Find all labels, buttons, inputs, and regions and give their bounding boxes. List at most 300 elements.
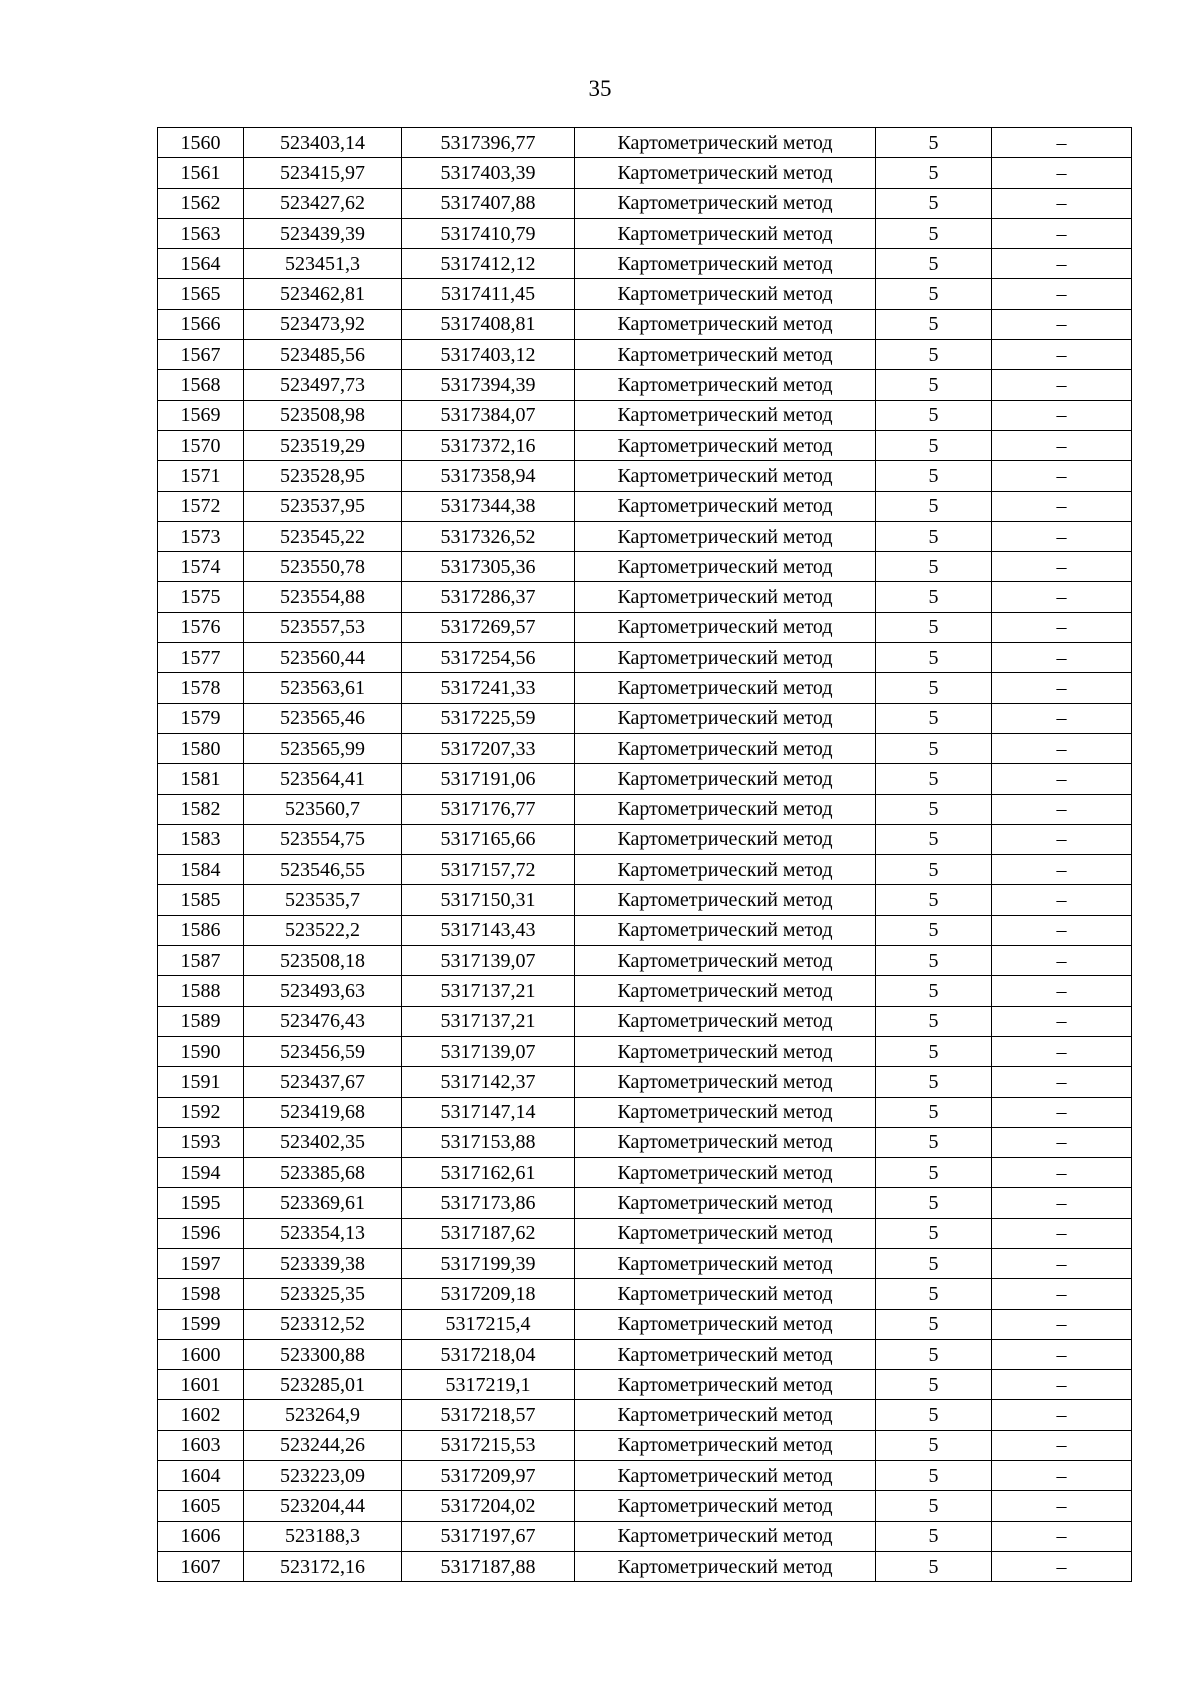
table-row	[158, 218, 1132, 248]
accuracy-cell: 5	[876, 703, 992, 733]
method-cell: Картометрический метод	[575, 1491, 876, 1521]
point-number-cell: 1583	[158, 824, 244, 854]
x-coordinate-cell: 523476,43	[244, 1006, 402, 1036]
table-row	[158, 249, 1132, 279]
x-coordinate-cell: 523557,53	[244, 612, 402, 642]
accuracy-cell: 5	[876, 794, 992, 824]
note-cell: –	[992, 1248, 1132, 1278]
point-number-cell: 1567	[158, 340, 244, 370]
accuracy-cell: 5	[876, 218, 992, 248]
table-row	[158, 1551, 1132, 1581]
table-row	[158, 1400, 1132, 1430]
note-cell: –	[992, 946, 1132, 976]
accuracy-cell: 5	[876, 249, 992, 279]
x-coordinate-cell: 523560,44	[244, 643, 402, 673]
note-cell: –	[992, 733, 1132, 763]
table-row	[158, 1248, 1132, 1278]
accuracy-cell: 5	[876, 552, 992, 582]
point-number-cell: 1589	[158, 1006, 244, 1036]
y-coordinate-cell: 5317197,67	[402, 1521, 575, 1551]
accuracy-cell: 5	[876, 340, 992, 370]
note-cell: –	[992, 158, 1132, 188]
accuracy-cell: 5	[876, 1067, 992, 1097]
table-row	[158, 673, 1132, 703]
x-coordinate-cell: 523554,75	[244, 824, 402, 854]
note-cell: –	[992, 1370, 1132, 1400]
table-row	[158, 1461, 1132, 1491]
note-cell: –	[992, 400, 1132, 430]
accuracy-cell: 5	[876, 976, 992, 1006]
note-cell: –	[992, 1279, 1132, 1309]
x-coordinate-cell: 523325,35	[244, 1279, 402, 1309]
accuracy-cell: 5	[876, 1491, 992, 1521]
table-row	[158, 128, 1132, 158]
point-number-cell: 1598	[158, 1279, 244, 1309]
method-cell: Картометрический метод	[575, 461, 876, 491]
note-cell: –	[992, 1127, 1132, 1157]
table-row	[158, 824, 1132, 854]
y-coordinate-cell: 5317173,86	[402, 1188, 575, 1218]
note-cell: –	[992, 1309, 1132, 1339]
method-cell: Картометрический метод	[575, 1400, 876, 1430]
y-coordinate-cell: 5317150,31	[402, 885, 575, 915]
note-cell: –	[992, 521, 1132, 551]
y-coordinate-cell: 5317147,14	[402, 1097, 575, 1127]
point-number-cell: 1561	[158, 158, 244, 188]
x-coordinate-cell: 523204,44	[244, 1491, 402, 1521]
method-cell: Картометрический метод	[575, 1188, 876, 1218]
accuracy-cell: 5	[876, 491, 992, 521]
table-row	[158, 946, 1132, 976]
point-number-cell: 1564	[158, 249, 244, 279]
point-number-cell: 1571	[158, 461, 244, 491]
table-row	[158, 279, 1132, 309]
accuracy-cell: 5	[876, 1309, 992, 1339]
method-cell: Картометрический метод	[575, 218, 876, 248]
accuracy-cell: 5	[876, 1521, 992, 1551]
y-coordinate-cell: 5317215,4	[402, 1309, 575, 1339]
x-coordinate-cell: 523244,26	[244, 1430, 402, 1460]
x-coordinate-cell: 523369,61	[244, 1188, 402, 1218]
method-cell: Картометрический метод	[575, 1248, 876, 1278]
table-row	[158, 764, 1132, 794]
note-cell: –	[992, 885, 1132, 915]
table-row	[158, 340, 1132, 370]
y-coordinate-cell: 5317165,66	[402, 824, 575, 854]
note-cell: –	[992, 1158, 1132, 1188]
note-cell: –	[992, 128, 1132, 158]
method-cell: Картометрический метод	[575, 673, 876, 703]
y-coordinate-cell: 5317199,39	[402, 1248, 575, 1278]
x-coordinate-cell: 523403,14	[244, 128, 402, 158]
table-row	[158, 370, 1132, 400]
x-coordinate-cell: 523508,98	[244, 400, 402, 430]
x-coordinate-cell: 523473,92	[244, 309, 402, 339]
note-cell: –	[992, 1036, 1132, 1066]
method-cell: Картометрический метод	[575, 279, 876, 309]
x-coordinate-cell: 523437,67	[244, 1067, 402, 1097]
method-cell: Картометрический метод	[575, 309, 876, 339]
y-coordinate-cell: 5317137,21	[402, 976, 575, 1006]
y-coordinate-cell: 5317187,62	[402, 1218, 575, 1248]
x-coordinate-cell: 523493,63	[244, 976, 402, 1006]
x-coordinate-cell: 523537,95	[244, 491, 402, 521]
method-cell: Картометрический метод	[575, 582, 876, 612]
x-coordinate-cell: 523560,7	[244, 794, 402, 824]
page-number: 35	[588, 76, 612, 101]
table-row	[158, 521, 1132, 551]
note-cell: –	[992, 218, 1132, 248]
y-coordinate-cell: 5317411,45	[402, 279, 575, 309]
method-cell: Картометрический метод	[575, 249, 876, 279]
note-cell: –	[992, 612, 1132, 642]
note-cell: –	[992, 430, 1132, 460]
x-coordinate-cell: 523451,3	[244, 249, 402, 279]
table-row	[158, 1430, 1132, 1460]
accuracy-cell: 5	[876, 1006, 992, 1036]
accuracy-cell: 5	[876, 1551, 992, 1581]
x-coordinate-cell: 523285,01	[244, 1370, 402, 1400]
note-cell: –	[992, 1430, 1132, 1460]
y-coordinate-cell: 5317143,43	[402, 915, 575, 945]
y-coordinate-cell: 5317225,59	[402, 703, 575, 733]
x-coordinate-cell: 523497,73	[244, 370, 402, 400]
y-coordinate-cell: 5317407,88	[402, 188, 575, 218]
x-coordinate-cell: 523508,18	[244, 946, 402, 976]
table-row	[158, 491, 1132, 521]
point-number-cell: 1603	[158, 1430, 244, 1460]
point-number-cell: 1560	[158, 128, 244, 158]
accuracy-cell: 5	[876, 885, 992, 915]
accuracy-cell: 5	[876, 188, 992, 218]
table-row	[158, 1370, 1132, 1400]
table-row	[158, 400, 1132, 430]
y-coordinate-cell: 5317137,21	[402, 1006, 575, 1036]
x-coordinate-cell: 523172,16	[244, 1551, 402, 1581]
y-coordinate-cell: 5317403,39	[402, 158, 575, 188]
point-number-cell: 1588	[158, 976, 244, 1006]
method-cell: Картометрический метод	[575, 1339, 876, 1369]
x-coordinate-cell: 523519,29	[244, 430, 402, 460]
method-cell: Картометрический метод	[575, 1309, 876, 1339]
accuracy-cell: 5	[876, 855, 992, 885]
accuracy-cell: 5	[876, 1158, 992, 1188]
accuracy-cell: 5	[876, 1188, 992, 1218]
accuracy-cell: 5	[876, 824, 992, 854]
method-cell: Картометрический метод	[575, 400, 876, 430]
point-number-cell: 1593	[158, 1127, 244, 1157]
note-cell: –	[992, 1097, 1132, 1127]
method-cell: Картометрический метод	[575, 915, 876, 945]
table-row	[158, 309, 1132, 339]
point-number-cell: 1577	[158, 643, 244, 673]
y-coordinate-cell: 5317326,52	[402, 521, 575, 551]
accuracy-cell: 5	[876, 1036, 992, 1066]
method-cell: Картометрический метод	[575, 1521, 876, 1551]
accuracy-cell: 5	[876, 612, 992, 642]
y-coordinate-cell: 5317254,56	[402, 643, 575, 673]
point-number-cell: 1591	[158, 1067, 244, 1097]
y-coordinate-cell: 5317269,57	[402, 612, 575, 642]
x-coordinate-cell: 523419,68	[244, 1097, 402, 1127]
method-cell: Картометрический метод	[575, 733, 876, 763]
point-number-cell: 1582	[158, 794, 244, 824]
method-cell: Картометрический метод	[575, 703, 876, 733]
point-number-cell: 1590	[158, 1036, 244, 1066]
point-number-cell: 1563	[158, 218, 244, 248]
x-coordinate-cell: 523354,13	[244, 1218, 402, 1248]
table-row	[158, 1218, 1132, 1248]
y-coordinate-cell: 5317176,77	[402, 794, 575, 824]
y-coordinate-cell: 5317191,06	[402, 764, 575, 794]
note-cell: –	[992, 370, 1132, 400]
method-cell: Картометрический метод	[575, 491, 876, 521]
table-row	[158, 643, 1132, 673]
method-cell: Картометрический метод	[575, 128, 876, 158]
accuracy-cell: 5	[876, 1461, 992, 1491]
y-coordinate-cell: 5317142,37	[402, 1067, 575, 1097]
method-cell: Картометрический метод	[575, 552, 876, 582]
point-number-cell: 1602	[158, 1400, 244, 1430]
x-coordinate-cell: 523300,88	[244, 1339, 402, 1369]
method-cell: Картометрический метод	[575, 1461, 876, 1491]
method-cell: Картометрический метод	[575, 1279, 876, 1309]
method-cell: Картометрический метод	[575, 794, 876, 824]
method-cell: Картометрический метод	[575, 1127, 876, 1157]
point-number-cell: 1573	[158, 521, 244, 551]
y-coordinate-cell: 5317344,38	[402, 491, 575, 521]
method-cell: Картометрический метод	[575, 643, 876, 673]
table-row	[158, 1339, 1132, 1369]
point-number-cell: 1581	[158, 764, 244, 794]
note-cell: –	[992, 976, 1132, 1006]
note-cell: –	[992, 1188, 1132, 1218]
note-cell: –	[992, 824, 1132, 854]
method-cell: Картометрический метод	[575, 885, 876, 915]
point-number-cell: 1568	[158, 370, 244, 400]
y-coordinate-cell: 5317241,33	[402, 673, 575, 703]
accuracy-cell: 5	[876, 128, 992, 158]
note-cell: –	[992, 582, 1132, 612]
point-number-cell: 1574	[158, 552, 244, 582]
note-cell: –	[992, 1400, 1132, 1430]
x-coordinate-cell: 523535,7	[244, 885, 402, 915]
accuracy-cell: 5	[876, 461, 992, 491]
accuracy-cell: 5	[876, 1248, 992, 1278]
point-number-cell: 1607	[158, 1551, 244, 1581]
note-cell: –	[992, 764, 1132, 794]
table-row	[158, 158, 1132, 188]
x-coordinate-cell: 523565,46	[244, 703, 402, 733]
table-row	[158, 1097, 1132, 1127]
note-cell: –	[992, 1067, 1132, 1097]
method-cell: Картометрический метод	[575, 1067, 876, 1097]
note-cell: –	[992, 1218, 1132, 1248]
x-coordinate-cell: 523565,99	[244, 733, 402, 763]
x-coordinate-cell: 523546,55	[244, 855, 402, 885]
x-coordinate-cell: 523415,97	[244, 158, 402, 188]
point-number-cell: 1580	[158, 733, 244, 763]
y-coordinate-cell: 5317394,39	[402, 370, 575, 400]
x-coordinate-cell: 523550,78	[244, 552, 402, 582]
y-coordinate-cell: 5317286,37	[402, 582, 575, 612]
point-number-cell: 1584	[158, 855, 244, 885]
point-number-cell: 1586	[158, 915, 244, 945]
x-coordinate-cell: 523439,39	[244, 218, 402, 248]
y-coordinate-cell: 5317410,79	[402, 218, 575, 248]
y-coordinate-cell: 5317162,61	[402, 1158, 575, 1188]
method-cell: Картометрический метод	[575, 612, 876, 642]
note-cell: –	[992, 1339, 1132, 1369]
method-cell: Картометрический метод	[575, 764, 876, 794]
table-row	[158, 552, 1132, 582]
x-coordinate-cell: 523264,9	[244, 1400, 402, 1430]
method-cell: Картометрический метод	[575, 521, 876, 551]
method-cell: Картометрический метод	[575, 1430, 876, 1460]
accuracy-cell: 5	[876, 1339, 992, 1369]
method-cell: Картометрический метод	[575, 1006, 876, 1036]
accuracy-cell: 5	[876, 643, 992, 673]
accuracy-cell: 5	[876, 400, 992, 430]
table-row	[158, 1521, 1132, 1551]
y-coordinate-cell: 5317408,81	[402, 309, 575, 339]
table-row	[158, 612, 1132, 642]
y-coordinate-cell: 5317187,88	[402, 1551, 575, 1581]
method-cell: Картометрический метод	[575, 855, 876, 885]
accuracy-cell: 5	[876, 1218, 992, 1248]
y-coordinate-cell: 5317372,16	[402, 430, 575, 460]
point-number-cell: 1570	[158, 430, 244, 460]
table-row	[158, 915, 1132, 945]
note-cell: –	[992, 249, 1132, 279]
point-number-cell: 1594	[158, 1158, 244, 1188]
y-coordinate-cell: 5317139,07	[402, 1036, 575, 1066]
method-cell: Картометрический метод	[575, 1551, 876, 1581]
x-coordinate-cell: 523522,2	[244, 915, 402, 945]
table-row	[158, 1158, 1132, 1188]
table-row	[158, 1127, 1132, 1157]
point-number-cell: 1579	[158, 703, 244, 733]
y-coordinate-cell: 5317207,33	[402, 733, 575, 763]
note-cell: –	[992, 552, 1132, 582]
table-row	[158, 1188, 1132, 1218]
y-coordinate-cell: 5317412,12	[402, 249, 575, 279]
accuracy-cell: 5	[876, 946, 992, 976]
accuracy-cell: 5	[876, 1097, 992, 1127]
accuracy-cell: 5	[876, 279, 992, 309]
y-coordinate-cell: 5317396,77	[402, 128, 575, 158]
method-cell: Картометрический метод	[575, 158, 876, 188]
method-cell: Картометрический метод	[575, 1218, 876, 1248]
y-coordinate-cell: 5317153,88	[402, 1127, 575, 1157]
method-cell: Картометрический метод	[575, 1370, 876, 1400]
note-cell: –	[992, 340, 1132, 370]
x-coordinate-cell: 523564,41	[244, 764, 402, 794]
accuracy-cell: 5	[876, 521, 992, 551]
method-cell: Картометрический метод	[575, 946, 876, 976]
accuracy-cell: 5	[876, 158, 992, 188]
point-number-cell: 1592	[158, 1097, 244, 1127]
x-coordinate-cell: 523563,61	[244, 673, 402, 703]
y-coordinate-cell: 5317215,53	[402, 1430, 575, 1460]
point-number-cell: 1601	[158, 1370, 244, 1400]
table-row	[158, 430, 1132, 460]
note-cell: –	[992, 794, 1132, 824]
table-row	[158, 855, 1132, 885]
table-row	[158, 1006, 1132, 1036]
point-number-cell: 1562	[158, 188, 244, 218]
method-cell: Картометрический метод	[575, 1036, 876, 1066]
table-row	[158, 794, 1132, 824]
x-coordinate-cell: 523456,59	[244, 1036, 402, 1066]
point-number-cell: 1565	[158, 279, 244, 309]
note-cell: –	[992, 855, 1132, 885]
method-cell: Картометрический метод	[575, 976, 876, 1006]
y-coordinate-cell: 5317403,12	[402, 340, 575, 370]
table-row	[158, 885, 1132, 915]
y-coordinate-cell: 5317209,97	[402, 1461, 575, 1491]
point-number-cell: 1572	[158, 491, 244, 521]
note-cell: –	[992, 1551, 1132, 1581]
table-row	[158, 1279, 1132, 1309]
point-number-cell: 1595	[158, 1188, 244, 1218]
method-cell: Картометрический метод	[575, 188, 876, 218]
x-coordinate-cell: 523554,88	[244, 582, 402, 612]
accuracy-cell: 5	[876, 1430, 992, 1460]
x-coordinate-cell: 523402,35	[244, 1127, 402, 1157]
y-coordinate-cell: 5317157,72	[402, 855, 575, 885]
x-coordinate-cell: 523545,22	[244, 521, 402, 551]
note-cell: –	[992, 1006, 1132, 1036]
accuracy-cell: 5	[876, 915, 992, 945]
x-coordinate-cell: 523339,38	[244, 1248, 402, 1278]
x-coordinate-cell: 523427,62	[244, 188, 402, 218]
accuracy-cell: 5	[876, 582, 992, 612]
x-coordinate-cell: 523528,95	[244, 461, 402, 491]
accuracy-cell: 5	[876, 370, 992, 400]
y-coordinate-cell: 5317218,04	[402, 1339, 575, 1369]
table-row	[158, 461, 1132, 491]
accuracy-cell: 5	[876, 1279, 992, 1309]
y-coordinate-cell: 5317219,1	[402, 1370, 575, 1400]
point-number-cell: 1566	[158, 309, 244, 339]
point-number-cell: 1606	[158, 1521, 244, 1551]
note-cell: –	[992, 491, 1132, 521]
point-number-cell: 1604	[158, 1461, 244, 1491]
point-number-cell: 1600	[158, 1339, 244, 1369]
point-number-cell: 1569	[158, 400, 244, 430]
y-coordinate-cell: 5317218,57	[402, 1400, 575, 1430]
point-number-cell: 1605	[158, 1491, 244, 1521]
point-number-cell: 1596	[158, 1218, 244, 1248]
point-number-cell: 1599	[158, 1309, 244, 1339]
table-row	[158, 733, 1132, 763]
table-row	[158, 582, 1132, 612]
note-cell: –	[992, 279, 1132, 309]
table-row	[158, 976, 1132, 1006]
note-cell: –	[992, 915, 1132, 945]
y-coordinate-cell: 5317209,18	[402, 1279, 575, 1309]
accuracy-cell: 5	[876, 1400, 992, 1430]
point-number-cell: 1575	[158, 582, 244, 612]
x-coordinate-cell: 523223,09	[244, 1461, 402, 1491]
note-cell: –	[992, 673, 1132, 703]
point-number-cell: 1585	[158, 885, 244, 915]
note-cell: –	[992, 1461, 1132, 1491]
coordinates-table	[157, 127, 1132, 1582]
table-row	[158, 1309, 1132, 1339]
table-row	[158, 188, 1132, 218]
